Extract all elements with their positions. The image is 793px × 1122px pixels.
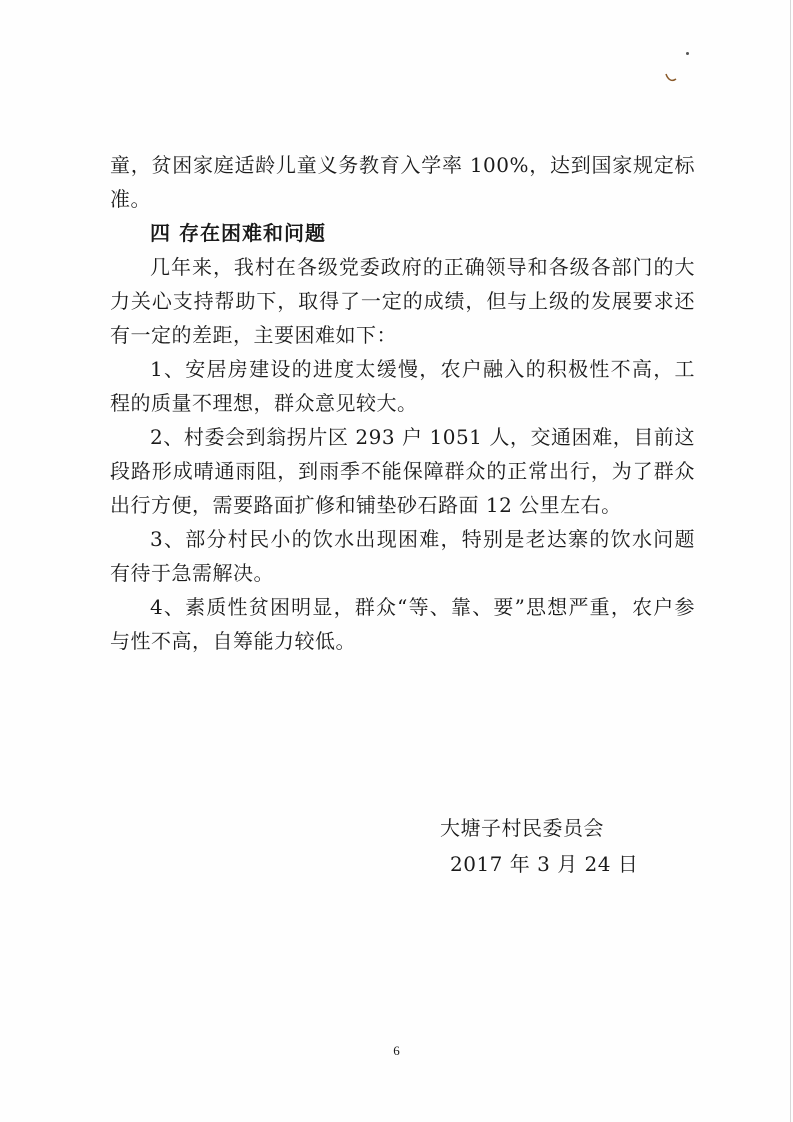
document-body [110, 148, 695, 658]
signature-block [440, 810, 680, 882]
signature-organization: 大塘子村民委员会 [440, 816, 604, 840]
issue-2-paragraph: 2、村委会到翁拐片区 293 户 1051 人，交通困难，目前这段路形成晴通雨阻，到雨季不能保障群众的正常出行，为了群众出行方便，需要路面扩修和铺垫砂石路面 12 公里左右。 [110, 425, 695, 517]
scan-speck [686, 52, 689, 55]
issue-4-paragraph: 4、素质性贫困明显，群众“等、靠、要”思想严重，农户参与性不高，自筹能力较低。 [110, 595, 695, 653]
section-heading: 四 存在困难和问题 [150, 221, 326, 245]
issue-3-paragraph: 3、部分村民小的饮水出现困难，特别是老达寨的饮水问题有待于急需解决。 [110, 527, 695, 585]
page-number: 6 [393, 1043, 400, 1058]
continuation-paragraph: 童，贫困家庭适龄儿童义务教育入学率 100%，达到国家规定标准。 [110, 153, 695, 211]
issue-1-paragraph: 1、安居房建设的进度太缓慢，农户融入的积极性不高，工程的质量不理想，群众意见较大。 [110, 357, 695, 415]
scan-edge-line [790, 0, 791, 1122]
scan-mark-icon [664, 72, 678, 84]
intro-paragraph: 几年来，我村在各级党委政府的正确领导和各级各部门的大力关心支持帮助下，取得了一定的成绩，但与上级的发展要求还有一定的差距，主要困难如下： [110, 255, 695, 347]
signature-date: 2017 年 3 月 24 日 [450, 852, 639, 876]
